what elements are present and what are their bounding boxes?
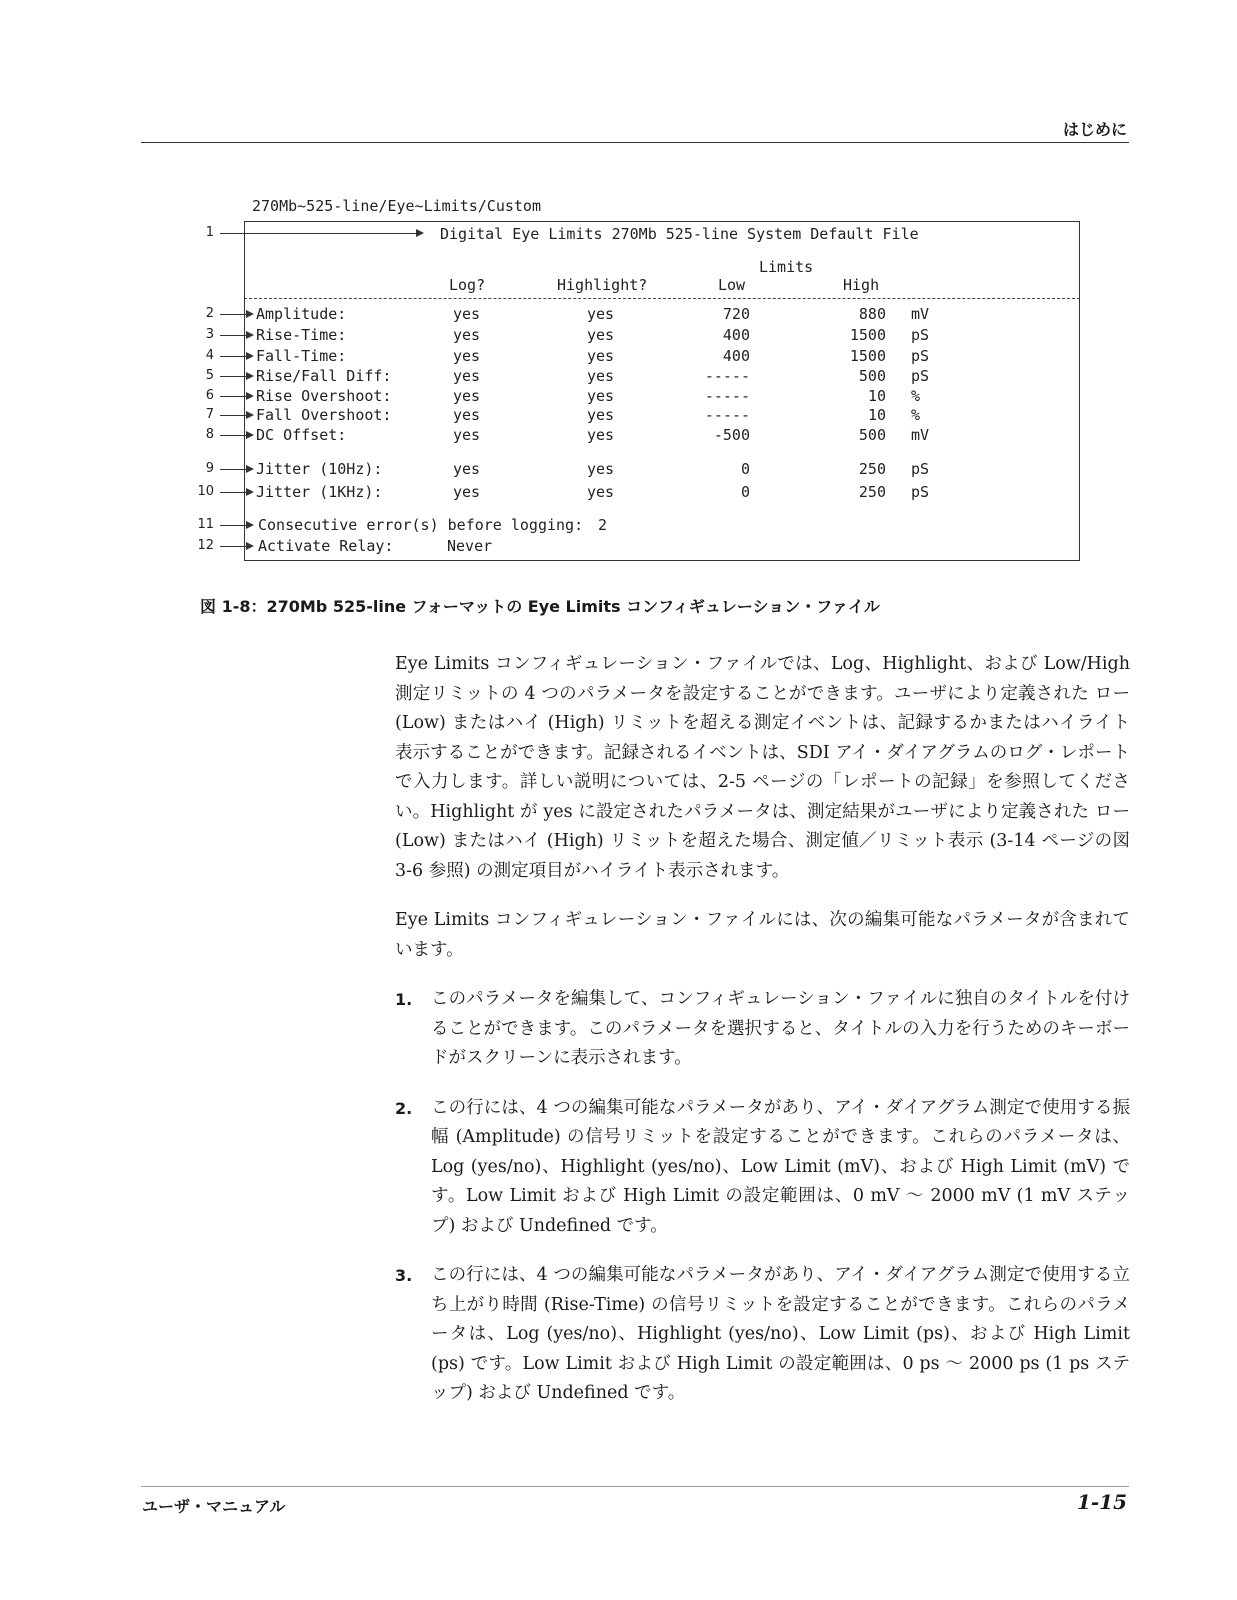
list-item (395, 985, 1130, 1074)
header-divider (244, 298, 1080, 299)
callout-arrow (220, 335, 246, 336)
row-low: 720 (722, 305, 750, 323)
callout-arrow (220, 415, 246, 416)
relay-value: Never (447, 537, 493, 555)
paragraph: Eye Limits コンフィギュレーション・ファイルでは、Log、Highlight、および Low/High 測定リミットの 4 つのパラメータを設定することができます。ユーザにより定義された ロー (Low) またはハイ (High) リミットを超える測定イベントは、記録するかまたはハイライト表示することができます。記録されるイベントは、SDI アイ・ダイアグラムのログ・レポートで入力します。詳しい説明については、2-5 ページの「レポートの記録」を参照してください。Highlight が yes に設定されたパラメータは、測定結果がユーザにより定義された ロー (Low) またはハイ (High) リミットを超えた場合、測定値／リミット表示 (3-14 ページの図 3-6 参照) の測定項目がハイライト表示されます。 (395, 654, 1130, 881)
row-low: 0 (740, 483, 750, 501)
row-high: 10 (867, 406, 886, 424)
row-highlight: yes (587, 367, 615, 385)
row-low: 0 (740, 460, 750, 478)
list-item-number: 3. (395, 1266, 413, 1285)
row-label: DC Offset: (256, 426, 347, 444)
row-unit: pS (911, 367, 930, 385)
arrow-head-icon (246, 411, 254, 419)
arrow-head-icon (246, 372, 254, 380)
row-log: yes (453, 387, 481, 405)
row-high: 880 (858, 305, 886, 323)
column-highlight: Highlight? (557, 276, 648, 294)
row-highlight: yes (587, 387, 615, 405)
callout-arrow (220, 525, 246, 526)
row-highlight: yes (587, 426, 615, 444)
row-high: 500 (858, 367, 886, 385)
row-high: 250 (858, 460, 886, 478)
list-item-text: この行には、4 つの編集可能なパラメータがあり、アイ・ダイアグラム測定で使用する立ち上がり時間 (Rise-Time) の信号リミットを設定することができます。これらのパラメータは、Log (yes/no)、Highlight (yes/no)、Low Limit (ps)、および High Limit (ps) です。Low Limit および High Limit の設定範囲は、0 ps ～ 2000 ps (1 ps ステップ) および Undefined です。 (431, 1265, 1130, 1403)
row-label: Jitter (10Hz): (256, 460, 383, 478)
arrow-head-icon (246, 431, 254, 439)
row-log: yes (453, 406, 481, 424)
column-high: High (843, 276, 880, 294)
row-highlight: yes (587, 483, 615, 501)
row-label: Amplitude: (256, 305, 347, 323)
arrow-head-icon (246, 488, 254, 496)
row-low: 400 (722, 347, 750, 365)
row-high: 1500 (849, 326, 886, 344)
callout-arrow (220, 546, 246, 547)
column-log: Log? (449, 276, 486, 294)
callout-arrow (220, 396, 246, 397)
arrow-head-icon (416, 229, 424, 237)
row-log: yes (453, 367, 481, 385)
column-low: Low (718, 276, 746, 294)
callout-number: 9 (205, 461, 214, 476)
callout-arrow (220, 492, 246, 493)
screen-path: 270Mb~525-line/Eye~Limits/Custom (252, 197, 541, 215)
callout-number: 2 (205, 306, 214, 321)
row-unit: % (911, 406, 921, 424)
row-high: 10 (867, 387, 886, 405)
arrow-head-icon (246, 352, 254, 360)
body-text (395, 650, 1130, 1429)
list-item (395, 1261, 1130, 1409)
row-highlight: yes (587, 326, 615, 344)
row-label: Fall Overshoot: (256, 406, 392, 424)
list-item (395, 1094, 1130, 1242)
callout-number: 1 (205, 225, 214, 240)
callout-number: 12 (197, 538, 214, 553)
row-log: yes (453, 460, 481, 478)
row-log: yes (453, 305, 481, 323)
row-unit: pS (911, 483, 930, 501)
consecutive-value: 2 (598, 516, 608, 534)
callout-arrow (220, 356, 246, 357)
callout-arrow (220, 376, 246, 377)
limits-label: Limits (759, 258, 814, 276)
list-item-number: 1. (395, 990, 413, 1009)
row-low: ----- (704, 387, 750, 405)
header-rule (141, 142, 1129, 143)
callout-number: 4 (205, 348, 214, 363)
arrow-head-icon (246, 521, 254, 529)
file-title: Digital Eye Limits 270Mb 525-line System Default File (440, 225, 919, 243)
row-log: yes (453, 426, 481, 444)
row-low: ----- (704, 406, 750, 424)
row-unit: pS (911, 460, 930, 478)
callout-number: 8 (205, 427, 214, 442)
row-log: yes (453, 326, 481, 344)
footer-title: ユーザ・マニュアル (142, 1497, 286, 1516)
row-label: Rise/Fall Diff: (256, 367, 392, 385)
arrow-head-icon (246, 331, 254, 339)
row-log: yes (453, 347, 481, 365)
header-title: はじめに (1062, 120, 1127, 139)
row-unit: pS (911, 347, 930, 365)
arrow-head-icon (246, 310, 254, 318)
row-unit: mV (911, 426, 930, 444)
paragraph: Eye Limits コンフィギュレーション・ファイルには、次の編集可能なパラメータが含まれています。 (395, 910, 1130, 960)
list-item-text: この行には、4 つの編集可能なパラメータがあり、アイ・ダイアグラム測定で使用する振幅 (Amplitude) の信号リミットを設定することができます。これらのパラメータは、Log (yes/no)、Highlight (yes/no)、Low Limit (mV)、および High Limit (mV) です。Low Limit および High Limit の設定範囲は、0 mV ～ 2000 mV (1 mV ステップ) および Undefined です。 (431, 1097, 1130, 1236)
arrow-head-icon (246, 392, 254, 400)
consecutive-label: Consecutive error(s) before logging: (258, 516, 584, 534)
row-unit: mV (911, 305, 930, 323)
row-low: 400 (722, 326, 750, 344)
row-label: Jitter (1KHz): (256, 483, 383, 501)
row-log: yes (453, 483, 481, 501)
row-label: Rise-Time: (256, 326, 347, 344)
row-unit: % (911, 387, 921, 405)
row-label: Fall-Time: (256, 347, 347, 365)
list-item-text: このパラメータを編集して、コンフィギュレーション・ファイルに独自のタイトルを付けることができます。このパラメータを選択すると、タイトルの入力を行うためのキーボードがスクリーンに表示されます。 (431, 989, 1130, 1068)
arrow-head-icon (246, 465, 254, 473)
callout-arrow (220, 233, 416, 234)
row-high: 1500 (849, 347, 886, 365)
callout-number: 3 (205, 327, 214, 342)
relay-label: Activate Relay: (258, 537, 394, 555)
callout-number: 11 (197, 517, 214, 532)
callout-connector (244, 221, 245, 561)
page-header (0, 0, 1237, 150)
page-number: 1-15 (1076, 1490, 1127, 1514)
row-highlight: yes (587, 305, 615, 323)
callout-arrow (220, 435, 246, 436)
list-item-number: 2. (395, 1098, 413, 1118)
callout-number: 6 (205, 388, 214, 403)
row-label: Rise Overshoot: (256, 387, 392, 405)
footer-rule (141, 1486, 1129, 1487)
callout-number: 10 (197, 484, 214, 499)
row-high: 250 (858, 483, 886, 501)
callout-arrow (220, 314, 246, 315)
callout-number: 7 (205, 407, 214, 422)
row-unit: pS (911, 326, 930, 344)
row-highlight: yes (587, 460, 615, 478)
row-high: 500 (858, 426, 886, 444)
row-highlight: yes (587, 406, 615, 424)
callout-number: 5 (205, 368, 214, 383)
row-low: ----- (704, 367, 750, 385)
figure-caption: 図 1-8：270Mb 525-line フォーマットの Eye Limits コンフィギュレーション・ファイル (200, 597, 880, 616)
row-highlight: yes (587, 347, 615, 365)
callout-arrow (220, 469, 246, 470)
arrow-head-icon (246, 542, 254, 550)
row-low: -500 (713, 426, 750, 444)
